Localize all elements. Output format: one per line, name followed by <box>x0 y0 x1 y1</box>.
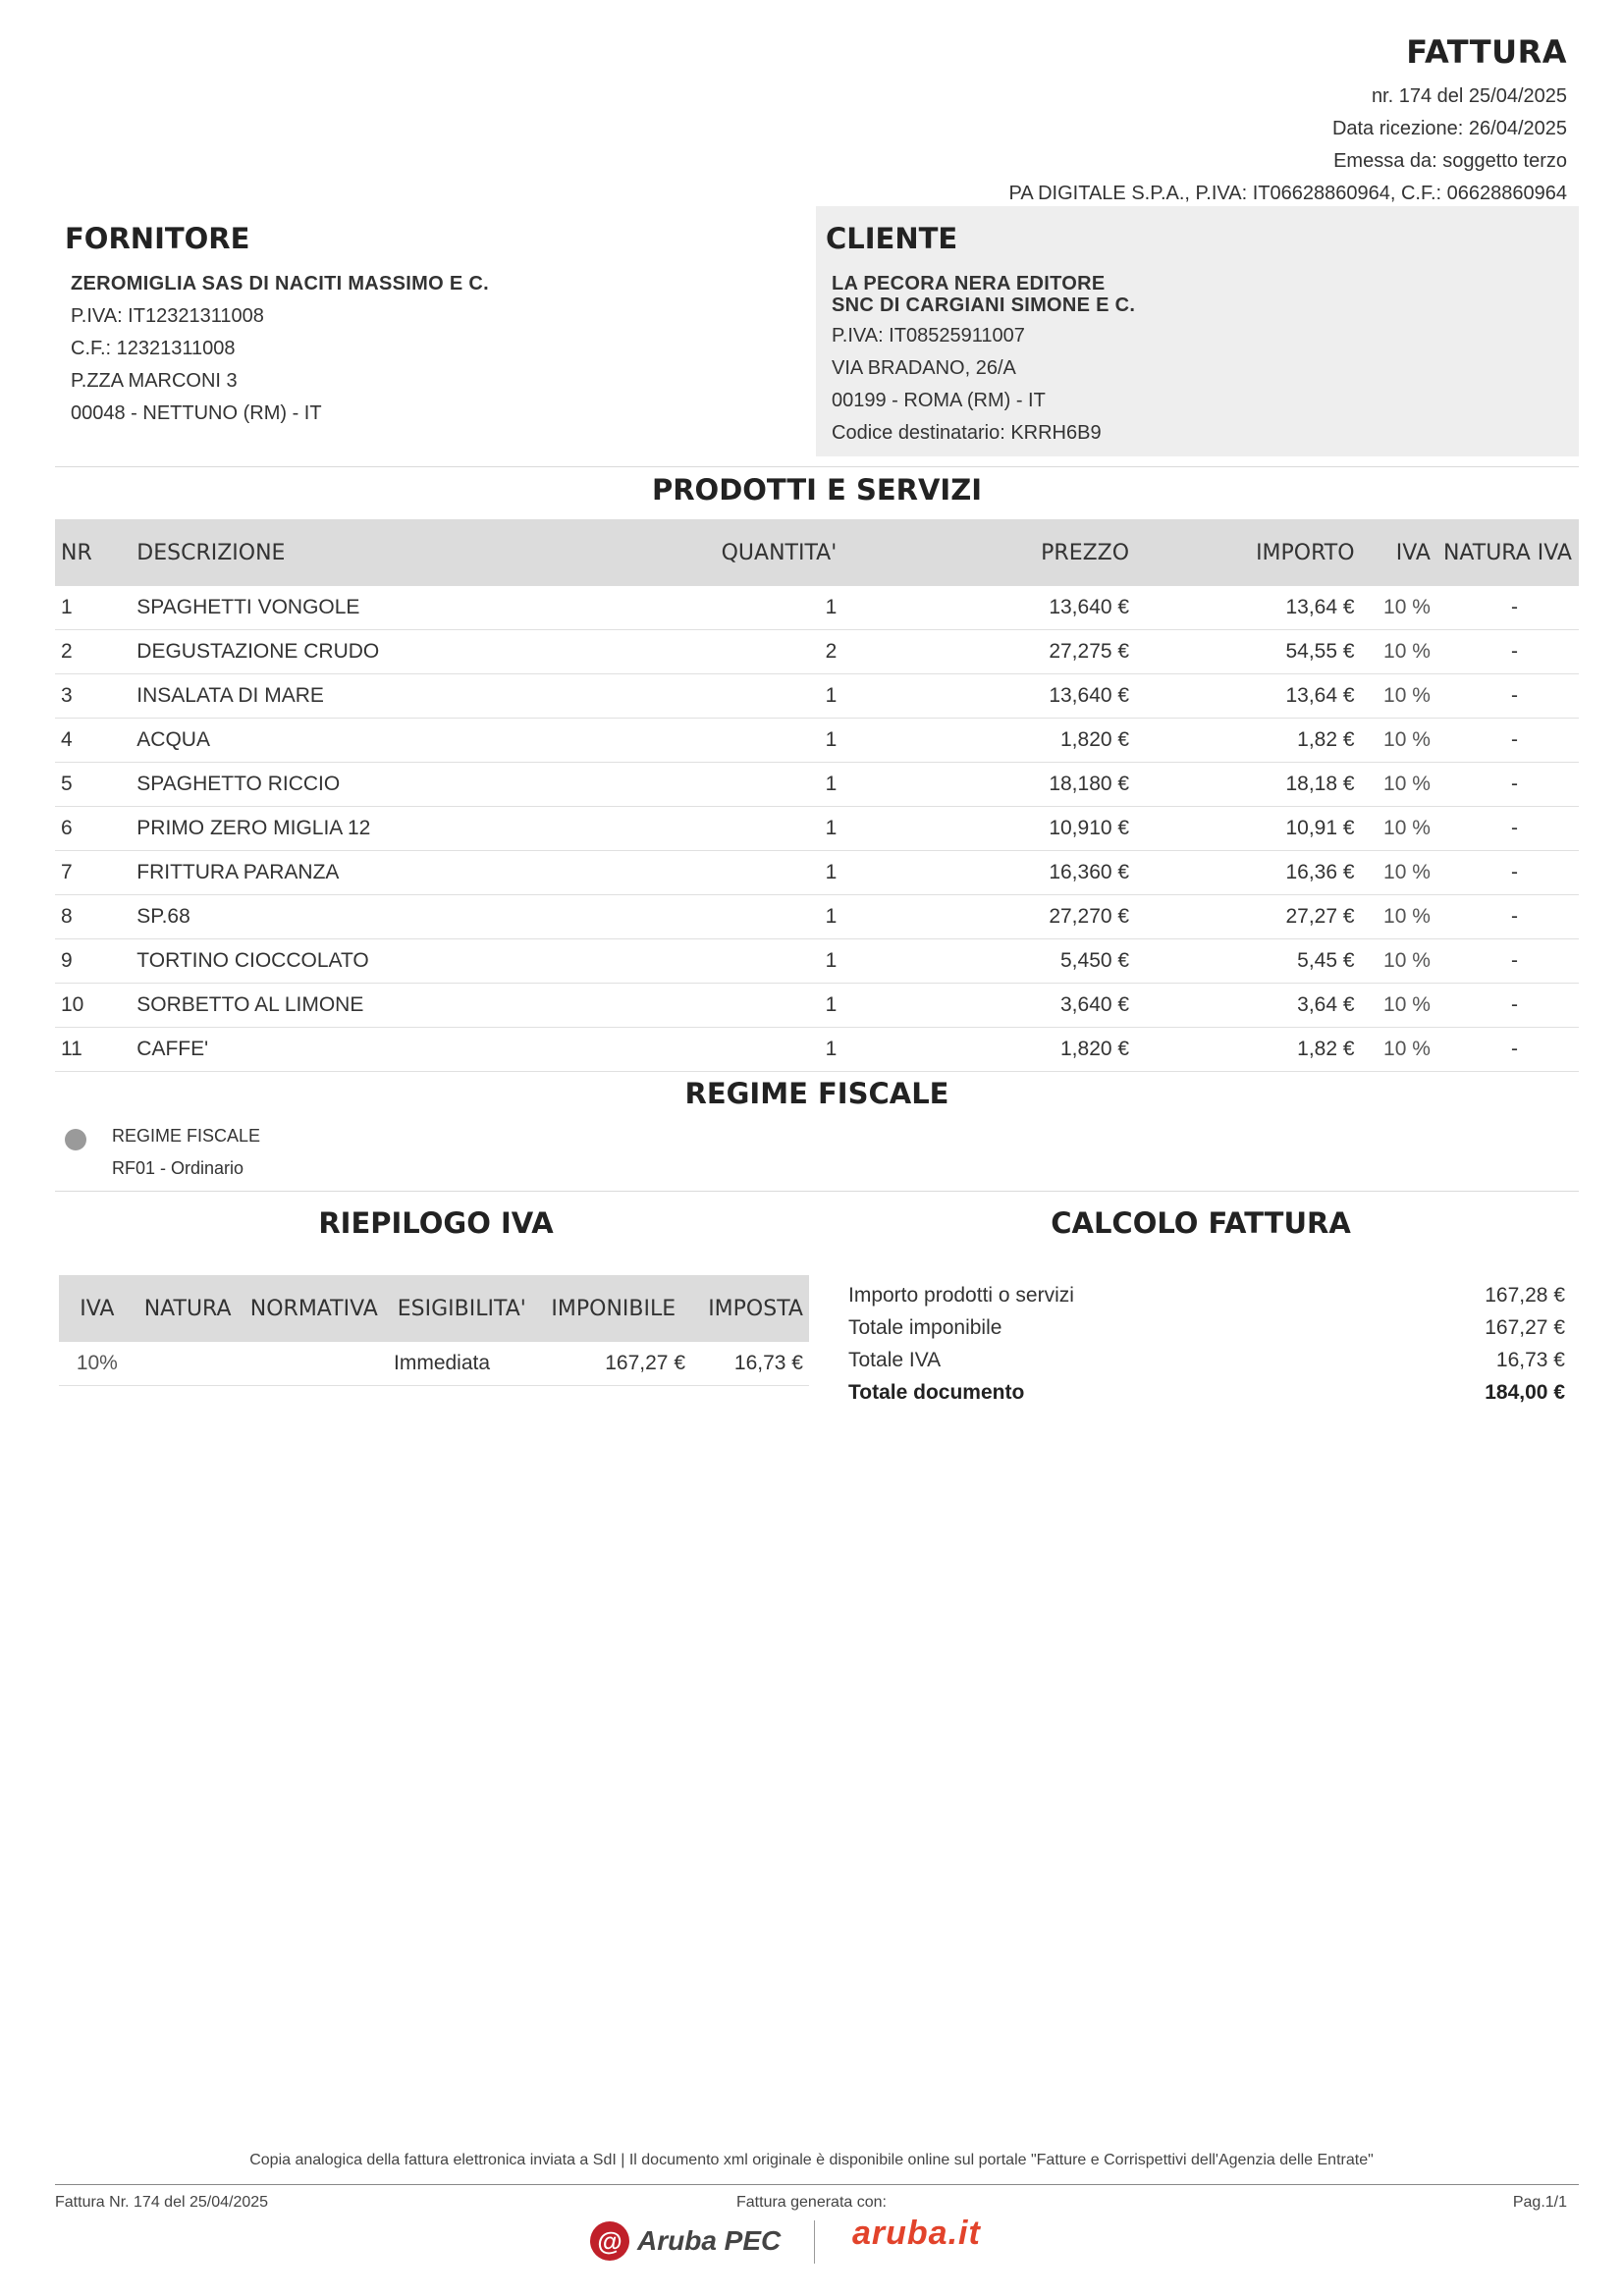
bullet-icon <box>65 1129 86 1150</box>
regime-value: RF01 - Ordinario <box>112 1158 244 1178</box>
row-nr: 3 <box>55 674 131 719</box>
row-nature: - <box>1436 895 1579 939</box>
row-iva: 10 % <box>1361 1028 1436 1072</box>
row-price: 13,640 € <box>842 586 1135 630</box>
at-sign-icon: @ <box>590 2221 629 2261</box>
customer-name <box>832 273 1579 316</box>
row-iva: 10 % <box>1361 630 1436 674</box>
col-chargeability: ESIGIBILITA' <box>388 1275 536 1342</box>
vat-nature <box>135 1342 241 1386</box>
row-description: SORBETTO AL LIMONE <box>131 984 598 1028</box>
customer-recipient-code: Codice destinatario: KRRH6B9 <box>832 422 1102 444</box>
logo-divider <box>814 2220 815 2264</box>
table-row <box>55 763 1579 807</box>
row-quantity: 1 <box>598 763 842 807</box>
row-quantity: 1 <box>598 586 842 630</box>
table-row <box>59 1342 809 1386</box>
totals-label: Totale IVA <box>848 1349 942 1371</box>
row-nr: 9 <box>55 939 131 984</box>
customer-name-line2: SNC DI CARGIANI SIMONE E C. <box>832 294 1136 316</box>
totals-label: Totale imponibile <box>848 1316 1002 1339</box>
row-description: SPAGHETTO RICCIO <box>131 763 598 807</box>
row-quantity: 2 <box>598 630 842 674</box>
customer-name-line1: LA PECORA NERA EDITORE <box>832 273 1106 294</box>
grand-total-label: Totale documento <box>848 1381 1025 1404</box>
row-description: FRITTURA PARANZA <box>131 851 598 895</box>
supplier-cf: C.F.: 12321311008 <box>71 338 236 359</box>
row-description: DEGUSTAZIONE CRUDO <box>131 630 598 674</box>
row-nature: - <box>1436 1028 1579 1072</box>
footer-invoice-ref: Fattura Nr. 174 del 25/04/2025 <box>55 2194 269 2211</box>
row-amount: 18,18 € <box>1135 763 1360 807</box>
col-amount: IMPORTO <box>1135 519 1360 586</box>
row-nature: - <box>1436 851 1579 895</box>
row-description: INSALATA DI MARE <box>131 674 598 719</box>
row-price: 27,275 € <box>842 630 1135 674</box>
customer-piva: P.IVA: IT08525911007 <box>832 325 1025 347</box>
table-row <box>55 630 1579 674</box>
supplier-city: 00048 - NETTUNO (RM) - IT <box>71 402 322 424</box>
regime-label: REGIME FISCALE <box>112 1126 261 1146</box>
intermediary-info: PA DIGITALE S.P.A., P.IVA: IT06628860964, C.F.: 06628860964 <box>1008 183 1567 204</box>
row-price: 1,820 € <box>842 719 1135 763</box>
invoice-header <box>1008 33 1567 210</box>
vat-regulation <box>241 1342 388 1386</box>
grand-total-row <box>848 1376 1565 1409</box>
row-quantity: 1 <box>598 895 842 939</box>
row-amount: 1,82 € <box>1135 719 1360 763</box>
col-tax: IMPOSTA <box>691 1275 809 1342</box>
row-price: 27,270 € <box>842 895 1135 939</box>
row-quantity: 1 <box>598 984 842 1028</box>
table-row <box>55 939 1579 984</box>
vat-header-row <box>59 1275 809 1342</box>
row-amount: 13,64 € <box>1135 674 1360 719</box>
vat-summary-title: RIEPILOGO IVA <box>318 1206 554 1240</box>
col-regulation: NORMATIVA <box>241 1275 388 1342</box>
col-quantity: QUANTITA' <box>598 519 842 586</box>
row-nature: - <box>1436 807 1579 851</box>
row-nature: - <box>1436 984 1579 1028</box>
row-description: CAFFE' <box>131 1028 598 1072</box>
row-nature: - <box>1436 719 1579 763</box>
row-iva: 10 % <box>1361 586 1436 630</box>
row-nature: - <box>1436 630 1579 674</box>
col-description: DESCRIZIONE <box>131 519 598 586</box>
row-amount: 27,27 € <box>1135 895 1360 939</box>
row-price: 5,450 € <box>842 939 1135 984</box>
totals-value: 167,28 € <box>1485 1284 1565 1307</box>
row-description: SP.68 <box>131 895 598 939</box>
row-nr: 2 <box>55 630 131 674</box>
totals-label: Importo prodotti o servizi <box>848 1284 1074 1307</box>
table-row <box>55 1028 1579 1072</box>
vat-tax: 16,73 € <box>691 1342 809 1386</box>
row-iva: 10 % <box>1361 763 1436 807</box>
table-row <box>55 674 1579 719</box>
products-title: PRODOTTI E SERVIZI <box>651 473 983 507</box>
row-amount: 16,36 € <box>1135 851 1360 895</box>
customer-address: VIA BRADANO, 26/A <box>832 357 1016 379</box>
row-quantity: 1 <box>598 674 842 719</box>
row-iva: 10 % <box>1361 895 1436 939</box>
row-nature: - <box>1436 586 1579 630</box>
invoice-number: nr. 174 del 25/04/2025 <box>1371 85 1567 107</box>
aruba-logo: aruba.it <box>852 2215 981 2252</box>
row-iva: 10 % <box>1361 674 1436 719</box>
row-nr: 6 <box>55 807 131 851</box>
col-taxable: IMPONIBILE <box>536 1275 691 1342</box>
row-price: 1,820 € <box>842 1028 1135 1072</box>
vat-taxable: 167,27 € <box>536 1342 691 1386</box>
col-iva: IVA <box>59 1275 135 1342</box>
row-nature: - <box>1436 674 1579 719</box>
vat-summary-table <box>59 1275 809 1386</box>
row-amount: 1,82 € <box>1135 1028 1360 1072</box>
products-header-row <box>55 519 1579 586</box>
row-price: 16,360 € <box>842 851 1135 895</box>
row-price: 13,640 € <box>842 674 1135 719</box>
footer-page-number: Pag.1/1 <box>1512 2194 1567 2211</box>
row-iva: 10 % <box>1361 807 1436 851</box>
totals-value: 16,73 € <box>1495 1349 1565 1371</box>
footer-generated-with: Fattura generata con: <box>736 2194 887 2211</box>
supplier-name: ZEROMIGLIA SAS DI NACITI MASSIMO E C. <box>71 273 489 294</box>
aruba-pec-logo <box>590 2218 781 2264</box>
row-description: SPAGHETTI VONGOLE <box>131 586 598 630</box>
aruba-pec-logo-text: Aruba PEC <box>637 2225 782 2256</box>
row-nr: 7 <box>55 851 131 895</box>
row-amount: 54,55 € <box>1135 630 1360 674</box>
row-iva: 10 % <box>1361 719 1436 763</box>
row-quantity: 1 <box>598 719 842 763</box>
totals-row <box>848 1311 1565 1344</box>
table-row <box>55 586 1579 630</box>
supplier-title: FORNITORE <box>65 222 250 255</box>
issued-by: Emessa da: soggetto terzo <box>1333 150 1567 172</box>
row-quantity: 1 <box>598 807 842 851</box>
invoice-title: FATTURA <box>1406 33 1567 71</box>
divider <box>55 1191 1579 1192</box>
row-quantity: 1 <box>598 851 842 895</box>
row-iva: 10 % <box>1361 939 1436 984</box>
row-price: 18,180 € <box>842 763 1135 807</box>
row-quantity: 1 <box>598 939 842 984</box>
vat-chargeability: Immediata <box>388 1342 536 1386</box>
row-nr: 10 <box>55 984 131 1028</box>
row-nature: - <box>1436 939 1579 984</box>
grand-total-value: 184,00 € <box>1485 1381 1565 1404</box>
row-nr: 1 <box>55 586 131 630</box>
col-nr: NR <box>55 519 131 586</box>
row-amount: 3,64 € <box>1135 984 1360 1028</box>
row-amount: 5,45 € <box>1135 939 1360 984</box>
footer-note: Copia analogica della fattura elettronica inviata a SdI | Il documento xml originale è disponibile online sul portale "Fatture e Corrispettivi dell'Agenzia delle Entrate" <box>249 2152 1374 2168</box>
supplier-address: P.ZZA MARCONI 3 <box>71 370 238 392</box>
row-quantity: 1 <box>598 1028 842 1072</box>
row-description: ACQUA <box>131 719 598 763</box>
col-iva: IVA <box>1361 519 1436 586</box>
products-table <box>55 519 1579 1072</box>
supplier-piva: P.IVA: IT12321311008 <box>71 305 264 327</box>
col-nature: NATURA <box>135 1275 241 1342</box>
row-iva: 10 % <box>1361 984 1436 1028</box>
received-date: Data ricezione: 26/04/2025 <box>1331 118 1567 139</box>
row-nr: 11 <box>55 1028 131 1072</box>
totals-value: 167,27 € <box>1485 1316 1565 1339</box>
totals-title: CALCOLO FATTURA <box>1051 1206 1351 1240</box>
row-description: PRIMO ZERO MIGLIA 12 <box>131 807 598 851</box>
row-nature: - <box>1436 763 1579 807</box>
regime-title: REGIME FISCALE <box>684 1077 949 1110</box>
row-price: 3,640 € <box>842 984 1135 1028</box>
row-price: 10,910 € <box>842 807 1135 851</box>
customer-title: CLIENTE <box>826 222 958 255</box>
table-row <box>55 807 1579 851</box>
table-row <box>55 851 1579 895</box>
customer-city: 00199 - ROMA (RM) - IT <box>832 390 1046 411</box>
row-iva: 10 % <box>1361 851 1436 895</box>
divider <box>55 466 1579 467</box>
customer-box <box>816 206 1579 456</box>
totals-row <box>848 1344 1565 1376</box>
row-description: TORTINO CIOCCOLATO <box>131 939 598 984</box>
totals-box <box>848 1279 1565 1409</box>
row-nr: 8 <box>55 895 131 939</box>
table-row <box>55 984 1579 1028</box>
totals-row <box>848 1279 1565 1311</box>
supplier-box <box>55 206 801 456</box>
vat-rate: 10% <box>59 1342 135 1386</box>
footer-divider <box>55 2184 1579 2185</box>
col-nature: NATURA IVA <box>1436 519 1579 586</box>
row-amount: 13,64 € <box>1135 586 1360 630</box>
row-amount: 10,91 € <box>1135 807 1360 851</box>
table-row <box>55 895 1579 939</box>
row-nr: 5 <box>55 763 131 807</box>
row-nr: 4 <box>55 719 131 763</box>
table-row <box>55 719 1579 763</box>
col-price: PREZZO <box>842 519 1135 586</box>
